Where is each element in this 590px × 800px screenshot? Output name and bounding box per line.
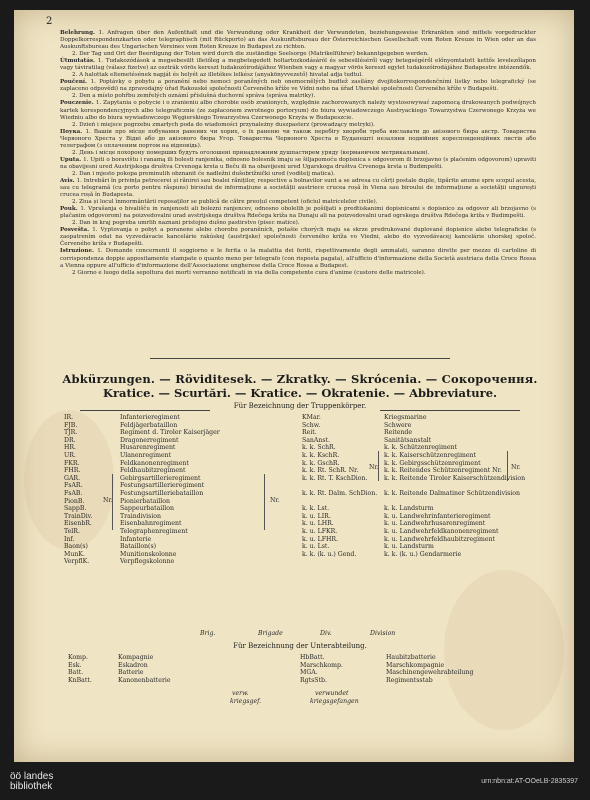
abbreviation: GAR. <box>64 474 81 482</box>
language-label: Pouk. <box>60 206 81 213</box>
abbreviation-meaning: k. k. Reitende Dalmatiner Schützendivision <box>384 489 520 497</box>
paragraph-text: 1. Intrebări în privința petrecerei și rănirei sau boalei răniților, respective a bolnavilor sunt a se adresa cu cărți postale duple, tipărite anume spre scopul acesta, sau cu telegramă (cu porto pentru răspuns) biroului de informațiune a societății austriece crucea roșă în Viena sau biroului de informațiune a societății ungurești crucea roșă în Budapesta. <box>60 177 536 199</box>
abbreviation-meaning: Feldkanonenregiment <box>120 459 189 467</box>
abbreviation-meaning: k. k. Schützenregiment <box>384 444 457 452</box>
abbreviation-meaning <box>384 482 525 490</box>
section-title-subunits: Für Bezeichnung der Unterabteilung. <box>233 642 367 650</box>
abbreviation: RgtsStb. <box>300 676 327 684</box>
abbreviation: Schw. <box>302 421 321 429</box>
abbreviation: k. u. LFKR. <box>302 527 338 535</box>
abbreviation: PionB. <box>64 497 85 505</box>
abbreviation-meaning: Festungsartillerieregiment <box>120 482 205 490</box>
abbreviation: FsAB. <box>64 489 83 497</box>
nr-label: Nr. <box>103 497 113 504</box>
instruction-paragraph <box>60 157 536 171</box>
abbreviation-meaning: Verpflegskolonne <box>120 558 175 566</box>
divider <box>150 358 450 359</box>
abbreviation: k. u. LIR. <box>302 512 331 520</box>
abbreviation: SappB. <box>64 505 87 513</box>
footer-label: Brigade <box>258 630 283 637</box>
paper-stain <box>444 570 564 730</box>
abbreviation-meaning: k. k. Reitende Tiroler Kaiserschützendivision <box>384 474 526 482</box>
abbreviation: Esk. <box>68 661 82 669</box>
language-label: Posvešta. <box>60 227 93 234</box>
instruction-paragraph <box>60 150 536 157</box>
abbreviation-meaning: Kanonenbatterie <box>118 676 171 684</box>
abbreviation-meaning: Maschinengewehrabteilung <box>386 669 474 677</box>
sub-full-list-1 <box>118 654 171 684</box>
footer-label: kriegsgefangen <box>310 698 359 705</box>
paragraph-text: 2. Ziua și locul înmormântării reposaților se publică de către preoțul competent (oficiul matricelelor civile). <box>72 199 378 206</box>
instruction-paragraph <box>60 270 536 277</box>
language-label: Istruzione. <box>60 248 98 255</box>
abbreviation: k. k. (k. u.) Gend. <box>302 550 357 558</box>
urn-identifier: urn:nbn:at:AT-OOeLB-2835397 <box>481 778 578 785</box>
abbr-list-2 <box>302 414 377 558</box>
instruction-paragraph <box>60 122 536 129</box>
paragraph-text: 2. Den a místo pohřbu zemřelých oznámí příslušná duchovní správa (správa matriky). <box>72 93 316 100</box>
abbreviation: TelR. <box>64 527 80 535</box>
paragraph-text: 2. День і місце похорону померших будуть оголошені принадлежним душпастирем уряду (керманичем метрикальным). <box>72 149 430 156</box>
paragraph-text: 2. Dan in kraj pogreba umrlih naznani pristojno dušno pastirstvo (pisec matice). <box>72 220 300 227</box>
abbreviation: HR. <box>64 444 77 452</box>
abbreviation-meaning: Gebirgsartillerieregiment <box>120 474 201 482</box>
abbreviation-meaning: k. k. Gebirgsschützenregiment <box>384 459 481 467</box>
sub-full-list-2 <box>386 654 473 684</box>
footer-label: kriegsgef. <box>230 698 262 705</box>
instruction-paragraph <box>60 206 536 220</box>
logo-line-2: bibliothek <box>10 781 53 792</box>
footer-label: Div. <box>320 630 332 637</box>
abbreviation-meaning: k. u. Landwehrinfanterieregiment <box>384 512 491 520</box>
abbreviation-meaning: Batterie <box>118 669 144 677</box>
abbreviation: Marschkomp. <box>300 661 343 669</box>
abbreviation-meaning <box>384 498 525 506</box>
abbreviation-meaning: Pionierbataillon <box>120 497 170 505</box>
abbreviation-meaning: k. u. Landsturm <box>384 543 434 551</box>
abbreviation: IR. <box>64 414 74 421</box>
abbreviation: DR. <box>64 436 76 444</box>
library-logo <box>10 772 53 792</box>
logo-line-1: öö landes <box>10 771 54 782</box>
instruction-paragraph <box>60 30 536 51</box>
paragraph-text: 2. Dzień i miejsce pogrzebu zmarłych poda do wiadomości przynależny duszpasterz (prowadzący metryki). <box>72 121 375 128</box>
paragraph-text: 2. A halottak eltemetésének napját és helyét az illetékes lelkész (anyakönyvvezető) hivatal adja tudtul. <box>72 72 363 79</box>
abbreviation-meaning: Munitionskolonne <box>120 550 177 558</box>
abbreviation-meaning: Kriegsmarine <box>384 414 427 421</box>
abbreviation-meaning: k. k. Kaiserschützenregiment <box>384 451 477 459</box>
nr-label: Nr. <box>511 464 521 471</box>
abbreviation: TrainDiv. <box>64 512 93 520</box>
abbreviation: k. u. Lst. <box>302 543 330 551</box>
paragraph-text: 2. Dan i mjesto pokopa preminulih obznanit će nadležni dušobrižnički ured (voditelj matica). <box>72 170 335 177</box>
sub-abbr-list-2 <box>300 654 343 684</box>
abbreviation: Komp. <box>68 654 88 661</box>
abbreviation-meaning: Infanterie <box>120 535 152 543</box>
paragraph-text: 1. Zapytania o pobycie i o zranieniu albo chorobie osób zranionych, względnie zachorowanych należy wystosowywać zapomocą drukowanych podwójnych kartek korespondencyjnych albo telegraficznie (ze zapłaconem zwrotnego portoryum) do biura wywiadowczego Austryackiego Towarzystwa Czerwonego Krzyża we Wiedniu albo do biura wywiadowczego Węgierskiego Towarzystwa Czerwonego Krzyża w Budapeszcie. <box>60 100 536 121</box>
instruction-paragraph <box>60 227 536 248</box>
language-label: Uputa. <box>60 156 84 163</box>
instruction-paragraph <box>60 248 536 269</box>
footer-label: verw. <box>232 690 249 697</box>
paragraph-text: 1. Vyptovanja o pobyt a poranene alebo chorobu poraněních, potašie chorých maju sa skrze predrukované duplované dopisnice alebo telegraficke (s zaopatrením odat na vyzvedávacie kancelárie rakúskej (austrijske) společnosti červeného kríža vo Viedni, alebo do vyzvedávacej kancelárie uhorskej spoloč. Červeného kríža v Budapešti. <box>60 227 537 248</box>
abbreviation-meaning: Bataillon(s) <box>120 543 157 551</box>
abbreviation <box>302 498 377 506</box>
abbreviation: FHR. <box>64 467 81 475</box>
abbreviation: k. k. KschR. <box>302 451 340 459</box>
abbreviation-meaning: Regiment d. Tiroler Kaiserjäger <box>120 429 220 437</box>
instruction-paragraph <box>60 178 536 199</box>
abbreviation-meaning: Marschkompagnie <box>386 661 445 669</box>
abbreviation: k. k. Rt. T. KschDion. <box>302 474 368 482</box>
abbreviation-meaning: k. u. Landwehrhusarenregiment <box>384 520 486 528</box>
language-label: Útmutatás. <box>60 58 98 65</box>
abbreviation: MunK. <box>64 550 85 558</box>
abbreviation: Inf. <box>64 535 75 543</box>
paragraph-text: 2. Der Tag und Ort der Beerdigung der Toten wird durch die zuständige Seelsorge (Matrikelführer) bekanntgegeben werden. <box>72 51 429 58</box>
paragraph-text: 1. Вашіи про місце побування ранених чи хорих, о їх раненю чи також перебігу хвороби треба виславати до авізового бюра австр. Товариства Червоного Хреста у Відні або до авізового бюра Угор. Товариства Червоного Хреста в Будапешті незаляни подвійних кореспонденційних листів або телеграфом (з оплаченим портом на відповідь). <box>60 128 536 149</box>
paragraph-text: 1. Anfragen über den Aufenthalt und die Verwundung oder Krankheit der Verwundeten, beziehungsweise Erkrankten sind mittels vorgedruckter Doppelkorrespondenzkarten oder telegraphisch (mit Rückporto) an das Auskunftsbureau der Österreichischen Gesellschaft vom Roten Kreuze in Wien oder an das Auskunftsbureau des Ungarischen Vereines vom Roten Kreuze in Budapest zu richten. <box>60 30 536 51</box>
abbreviation: Baon(s) <box>64 543 88 551</box>
abbreviation: k. k. SchR. <box>302 444 336 452</box>
abbreviation-meaning: Haubitzbatterie <box>386 654 436 661</box>
abbreviation-meaning: Telegraphenregiment <box>120 527 188 535</box>
abbreviation <box>302 482 377 490</box>
paragraph-text: 1. Vprašanja o bivališču in ranjenosti ali bolezni ranjencev, odnosno obolelih je pošiljati s predtiskanimi dopisnicami s dopisnico za odgovor ali brzojavno (s plačanim odgovorom) na poizvedovalni urad avstrijskega društva Rdečega križa na Dunaju ali na poizvedovalni urad ogrskega društva Rdečega križa v Budimpešti. <box>60 206 537 220</box>
abbreviation-meaning: Schwere <box>384 421 412 429</box>
abbreviation-meaning: Husarenregiment <box>120 444 176 452</box>
abbreviation-meaning: Sanitätsanstalt <box>384 436 432 444</box>
abbreviation-meaning: k. k. Landsturm <box>384 505 434 513</box>
abbreviation-meaning: Feldjägerbataillon <box>120 421 178 429</box>
abbreviation: k. u. LHR. <box>302 520 334 528</box>
abbreviation: k. k. GschR. <box>302 459 340 467</box>
paragraph-text: 1. Tudakozódások a megsebesült illetőleg a megbetegedett holtartozkodásáról és sebesüléséről vagy betegségéről előnyomtatott kettős levelezőlapon vagy táviratilag (válasz fizetve) az osztrák vörös kereszt tudakozóirodájához Wienben vagy a magyar vörös kereszt egylet tudakozóirodájához Budapestre intézendők. <box>60 58 536 72</box>
abbreviations-title-2: Kratice. — Scurtări. — Kratice. — Okratenie. — Abbreviature. <box>102 386 498 400</box>
abbreviation-meaning: k. k. (k. u.) Gendarmerie <box>384 550 462 558</box>
abbreviation-meaning: Reitende <box>384 429 413 437</box>
paragraph-text: 1. Poptávky o pobytu a poranění nebo nemoci poraněných neb onemocnělých budtež zasílány dvojitokorrespondenčními listky nebo telegrafický (se zaplaceno odpovědi) na zpravodajný úřad Rakouské společnosti Červeného kříže ve Vídni nebo na úřad Uherské společnosti Červeného kříže v Budapešti. <box>60 79 537 93</box>
abbreviation-meaning: Regimentsstab <box>386 676 433 684</box>
abbreviation-meaning: Kompagnie <box>118 654 154 661</box>
abbreviation: KMar. <box>302 414 321 421</box>
language-label: Belehrung. <box>60 30 99 36</box>
instruction-paragraph <box>60 129 536 150</box>
paragraph-text: 1. Upiti o boravištu i ranamą ili bolesti ranjenika, odnosno bolesnik imaju se šiljapomoću dopisnica s odgovorom ili brzojavno (s plaćenim odgovorom) upraviti na obavijesni ured Austrijskoga društva Crvenoga krsta u Beču ili na obavijesni ured Ugarskoga društva Crvenoga krsta u Budimpešti. <box>60 156 536 170</box>
language-label: Pouczenie. <box>60 100 96 107</box>
language-label: Поука. <box>60 128 86 135</box>
abbreviation: Reit. <box>302 429 317 437</box>
abbreviation: UR. <box>64 451 76 459</box>
paragraph-text: 2 Giorno e luogo della sepoltura dei morti verranno notificati in via della competente cura d'anime (custore delle matricole). <box>72 269 426 276</box>
abbreviation-meaning: Festungsartilleriebataillon <box>120 489 204 497</box>
instruction-paragraph <box>60 79 536 93</box>
abbreviation: KnBatt. <box>68 676 92 684</box>
nr-label: Nr. <box>270 497 280 504</box>
page-number: 2 <box>46 16 53 27</box>
abbreviation: FsAR. <box>64 482 83 490</box>
abbreviation-meaning: Dragonerregiment <box>120 436 179 444</box>
sub-abbr-list-1 <box>68 654 92 684</box>
abbreviation-meaning: Traindivision <box>120 512 162 520</box>
footer-label: verwundet <box>315 690 349 697</box>
abbreviation: k. k. Rt. SchR. Nr. <box>302 467 359 475</box>
abbreviation-meaning: k. u. Landwehrfeldhaubitzregiment <box>384 535 496 543</box>
divider <box>80 410 210 411</box>
full-list-1 <box>120 414 220 566</box>
abbreviation-meaning: k. u. Landwehrfeldkanonenregiment <box>384 527 499 535</box>
abbreviation: Batt. <box>68 669 84 677</box>
section-title-troops: Für Bezeichnung der Truppenkörper. <box>233 402 367 410</box>
nr-label: Nr. <box>369 464 379 471</box>
abbreviation: FJB. <box>64 421 78 429</box>
abbreviation: HbBatt. <box>300 654 325 661</box>
abbreviation: SanAnst. <box>302 436 330 444</box>
bracket <box>507 451 508 481</box>
abbr-list-1 <box>64 414 92 566</box>
abbreviation-meaning: Infanterieregiment <box>120 414 180 421</box>
abbreviation: k. u. LFHR. <box>302 535 339 543</box>
abbreviations-title-1: Abkürzungen. — Röviditesek. — Zkratky. — Skrócenia. — Сокорочення. <box>62 372 538 386</box>
divider <box>380 410 520 411</box>
abbreviation-meaning: k. k. Reitendes Schützenregiment Nr. <box>384 467 502 475</box>
abbreviation: MGA. <box>300 669 318 677</box>
paragraph-text: 1. Domande concernenti il soggiorno e le ferita o la malattia dei feriti, rispettivamente degli ammalati, saranno dirette per mezzo di cartoline di corrispondenza doppie appositamente stampate o quanto meno per telegrafo (con risposta pagata), all'ufficio d'informazione della Società austriaca della Croce Rossa a Vienna oppure all'ufficio d'informazione dell'Associazione ungherese della Croce Rossa a Budapest. <box>60 248 536 269</box>
instruction-paragraph <box>60 58 536 72</box>
abbreviation-meaning: Eisenbahnregiment <box>120 520 182 528</box>
abbreviation: VerpflK. <box>64 558 90 566</box>
abbreviation: TJR. <box>64 429 78 437</box>
instruction-paragraph <box>60 171 536 178</box>
instructions-text <box>60 30 536 277</box>
footer-label: Brig. <box>200 630 216 637</box>
abbreviation-meaning: Ulanenregiment <box>120 451 172 459</box>
bracket <box>264 474 265 530</box>
abbreviation: EisenbR. <box>64 520 92 528</box>
language-label: Poučení. <box>60 79 91 86</box>
instruction-paragraph <box>60 100 536 121</box>
abbreviation-meaning: Sappeurbataillon <box>120 505 174 513</box>
full-list-2 <box>384 414 525 558</box>
abbreviation: k. k. Lst. <box>302 505 330 513</box>
abbreviation-meaning: Feldhaubitzregiment <box>120 467 186 475</box>
footer-label: Division <box>370 630 396 637</box>
abbreviation-meaning: Eskadron <box>118 661 148 669</box>
abbreviation: k. k. Rt. Dalm. SchDion. <box>302 489 378 497</box>
abbreviation: FKR. <box>64 459 80 467</box>
language-label: Avis. <box>60 177 77 184</box>
